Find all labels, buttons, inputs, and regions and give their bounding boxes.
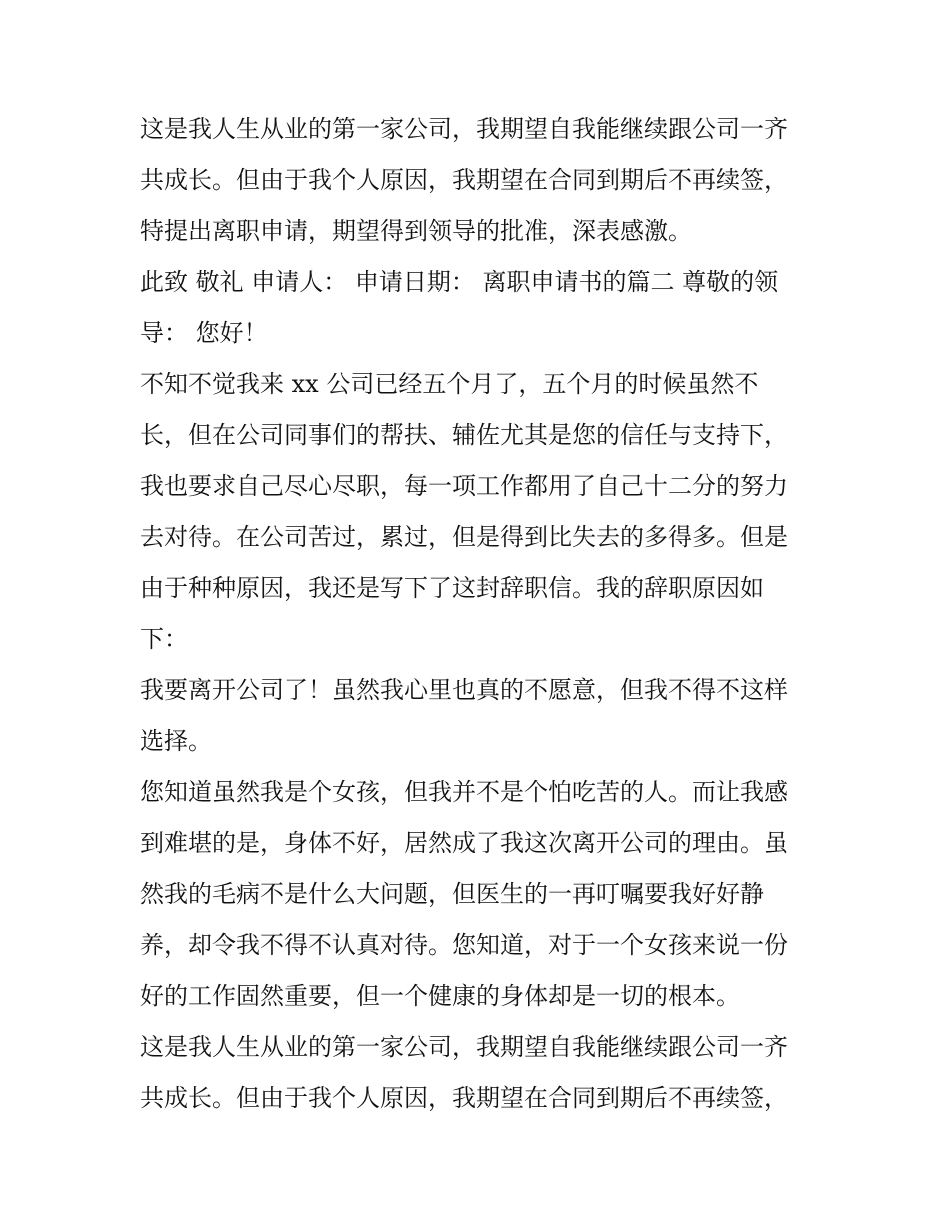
text-line: 长，但在公司同事们的帮扶、辅佐尤其是您的信任与支持下， — [140, 421, 788, 449]
text-line: 到难堪的是，身体不好，居然成了我这次离开公司的理由。虽 — [140, 829, 788, 857]
text-line: 选择。 — [140, 727, 212, 755]
text-line: 共成长。但由于我个人原因，我期望在合同到期后不再续签， — [140, 1084, 788, 1112]
text-line: 我也要求自己尽心尽职，每一项工作都用了自己十二分的努力 — [140, 472, 788, 500]
text-line: 您知道虽然我是个女孩，但我并不是个怕吃苦的人。而让我感 — [140, 778, 788, 806]
text-line: 不知不觉我来 xx 公司已经五个月了，五个月的时候虽然不 — [140, 370, 759, 398]
text-line: 由于种种原因，我还是写下了这封辞职信。我的辞职原因如 — [140, 574, 764, 602]
text-line: 去对待。在公司苦过，累过，但是得到比失去的多得多。但是 — [140, 523, 788, 551]
text-line: 此致 敬礼 申请人： 申请日期： 离职申请书的篇二 尊敬的领 — [140, 268, 779, 296]
text-line: 好的工作固然重要，但一个健康的身体却是一切的根本。 — [140, 982, 740, 1010]
text-line: 下： — [140, 625, 188, 653]
text-line: 我要离开公司了！虽然我心里也真的不愿意，但我不得不这样 — [140, 676, 788, 704]
text-line: 特提出离职申请，期望得到领导的批准，深表感激。 — [140, 217, 692, 245]
text-line: 这是我人生从业的第一家公司，我期望自我能继续跟公司一齐 — [140, 115, 788, 143]
text-line: 养，却令我不得不认真对待。您知道，对于一个女孩来说一份 — [140, 931, 788, 959]
document-body — [140, 104, 820, 1124]
text-line: 这是我人生从业的第一家公司，我期望自我能继续跟公司一齐 — [140, 1033, 788, 1061]
text-line: 然我的毛病不是什么大问题，但医生的一再叮嘱要我好好静 — [140, 880, 764, 908]
text-line: 共成长。但由于我个人原因，我期望在合同到期后不再续签， — [140, 166, 788, 194]
text-line: 导： 您好！ — [140, 319, 268, 347]
